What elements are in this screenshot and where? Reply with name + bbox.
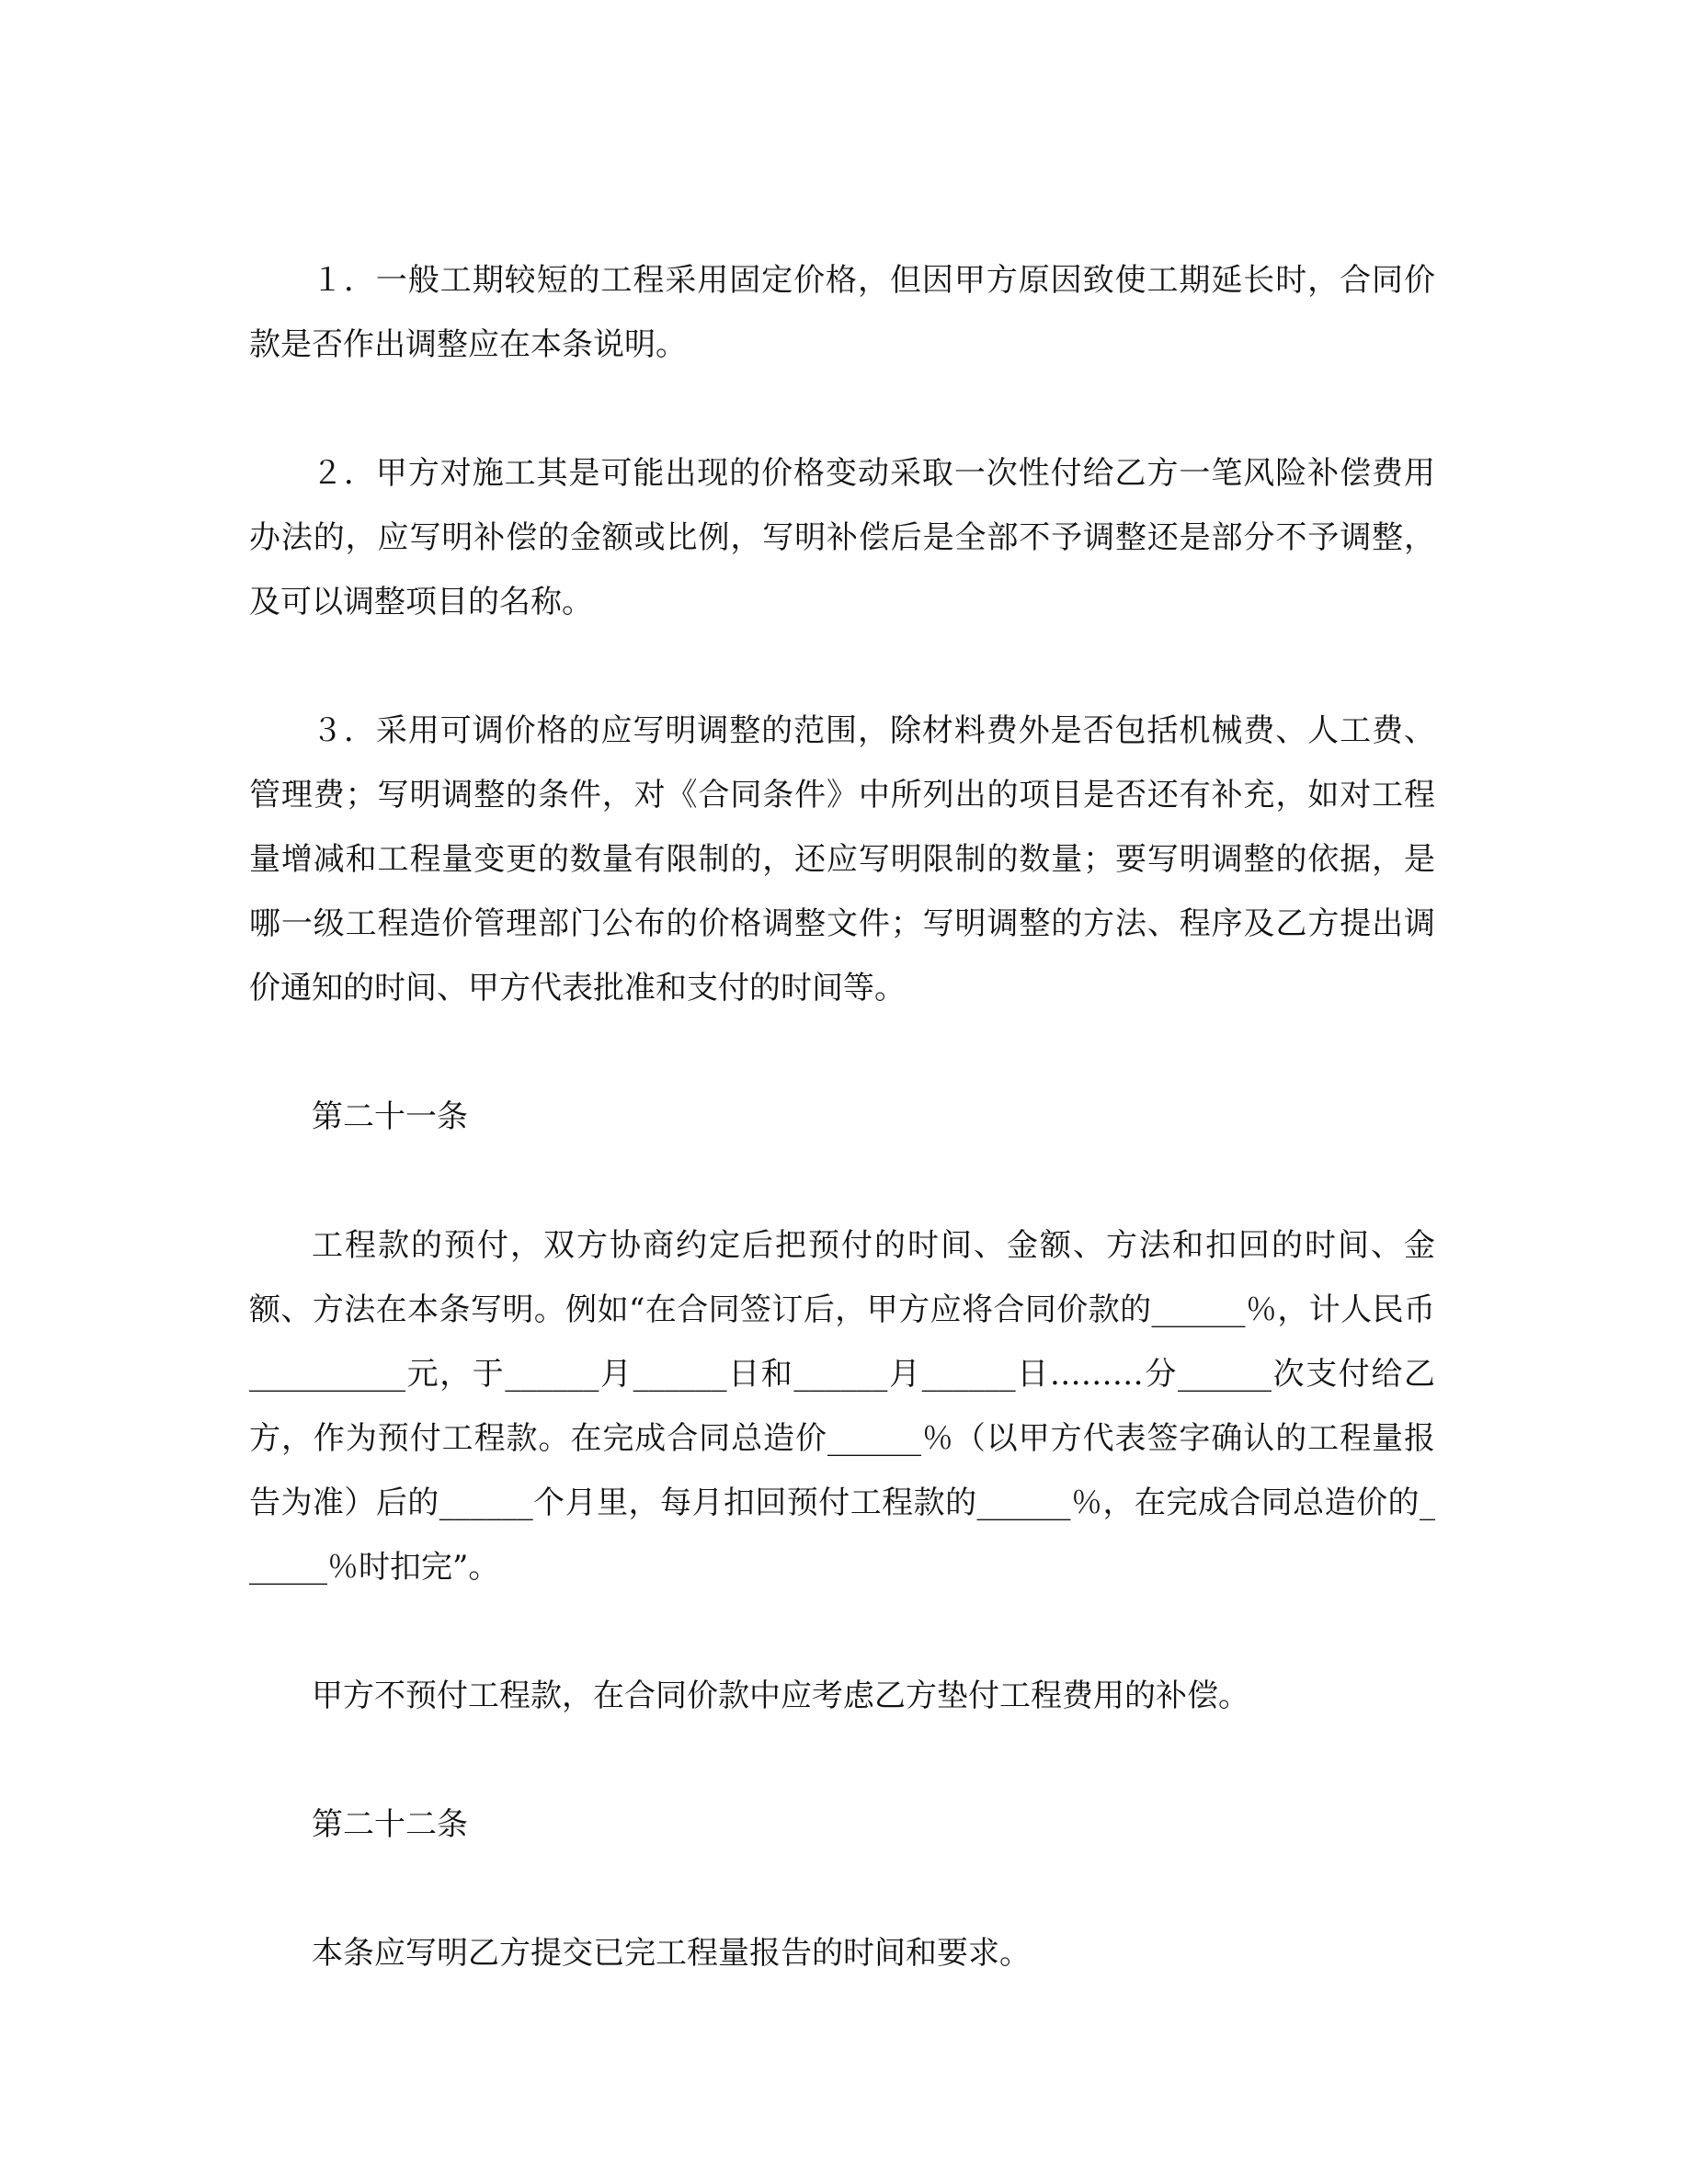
article-21-heading: 第二十一条 xyxy=(312,1098,468,1135)
article-22-heading: 第二十二条 xyxy=(312,1806,468,1843)
paragraph-no-advance: 甲方不预付工程款，在合同价款中应考虑乙方垫付工程费用的补偿。 xyxy=(312,1678,1249,1714)
paragraph-adjustable-price: ３．采用可调价格的应写明调整的范围，除材料费外是否包括机械费、人工费、管理费；写明调整的条件，对《合同条件》中所列出的项目是否还有补充，如对工程量增减和工程量变更的数量有限制的，还应写明限制的数量；要写明调整的依据，是哪一级工程造价管理部门公布的价格调整文件；写明调整的方法、程序及乙方提出调价通知的时间、甲方代表批准和支付的时间等。 xyxy=(249,712,1435,1007)
paragraph-quantity-report: 本条应写明乙方提交已完工程量报告的时间和要求。 xyxy=(312,1935,1031,1972)
paragraph-risk-compensation: ２．甲方对施工其是可能出现的价格变动采取一次性付给乙方一笔风险补偿费用办法的，应写明补偿的金额或比例，写明补偿后是全部不予调整还是部分不予调整，及可以调整项目的名称。 xyxy=(249,455,1435,620)
document-page xyxy=(249,248,1435,1985)
paragraph-advance-payment: 工程款的预付，双方协商约定后把预付的时间、金额、方法和扣回的时间、金额、方法在本条写明。例如“在合同签订后，甲方应将合同价款的______％，计人民币__________元，于______月______日和______月______日………分______次支付给乙方，作为预付工程款。在完成合同总造价______％（以甲方代表签字确认的工程量报告为准）后的______个月里，每月扣回预付工程款的______％，在完成合同总造价的______％时扣完”。 xyxy=(249,1227,1435,1586)
paragraph-fixed-price: １．一般工期较短的工程采用固定价格，但因甲方原因致使工期延长时，合同价款是否作出调整应在本条说明。 xyxy=(249,262,1435,363)
